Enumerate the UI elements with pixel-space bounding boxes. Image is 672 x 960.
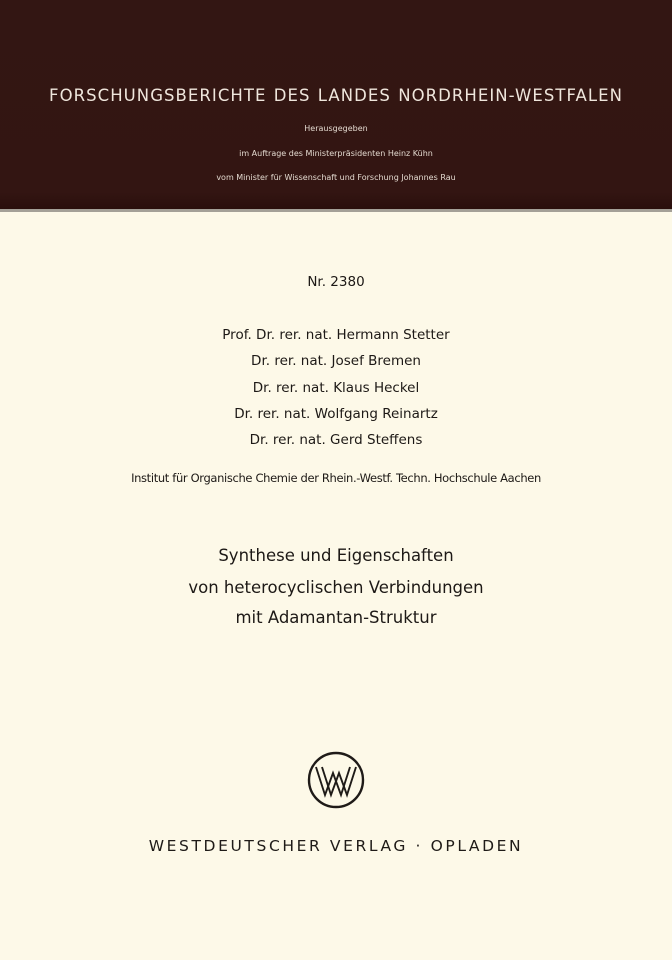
- ww-monogram-icon: [306, 750, 366, 810]
- book-title-line: mit Adamantan-Struktur: [235, 608, 437, 627]
- author-name: Dr. rer. nat. Klaus Heckel: [252, 380, 420, 396]
- editor-line-ministerpraesident: im Auftrage des Ministerpräsidenten Heinz Kühn: [239, 149, 433, 158]
- author-name: Dr. rer. nat. Gerd Steffens: [249, 432, 423, 448]
- author-name: Dr. rer. nat. Wolfgang Reinartz: [234, 406, 438, 422]
- header-band-rule: [0, 209, 672, 212]
- book-title-line: Synthese und Eigenschaften: [218, 546, 454, 565]
- editor-line-minister: vom Minister für Wissenschaft und Forschung Johannes Rau: [216, 173, 456, 182]
- book-title-line: von heterocyclischen Verbindungen: [188, 578, 484, 597]
- publisher-logo-icon: [306, 750, 366, 810]
- editor-line-herausgegeben: Herausgegeben: [304, 124, 368, 133]
- author-name: Prof. Dr. rer. nat. Hermann Stetter: [222, 327, 450, 343]
- report-number: Nr. 2380: [307, 274, 365, 290]
- author-name: Dr. rer. nat. Josef Bremen: [251, 353, 421, 369]
- institute-affiliation: Institut für Organische Chemie der Rhein.-Westf. Techn. Hochschule Aachen: [131, 471, 541, 485]
- publisher-name: WESTDEUTSCHER VERLAG · OPLADEN: [148, 837, 524, 855]
- series-title: FORSCHUNGSBERICHTE DES LANDES NORDRHEIN-WESTFALEN: [49, 86, 623, 105]
